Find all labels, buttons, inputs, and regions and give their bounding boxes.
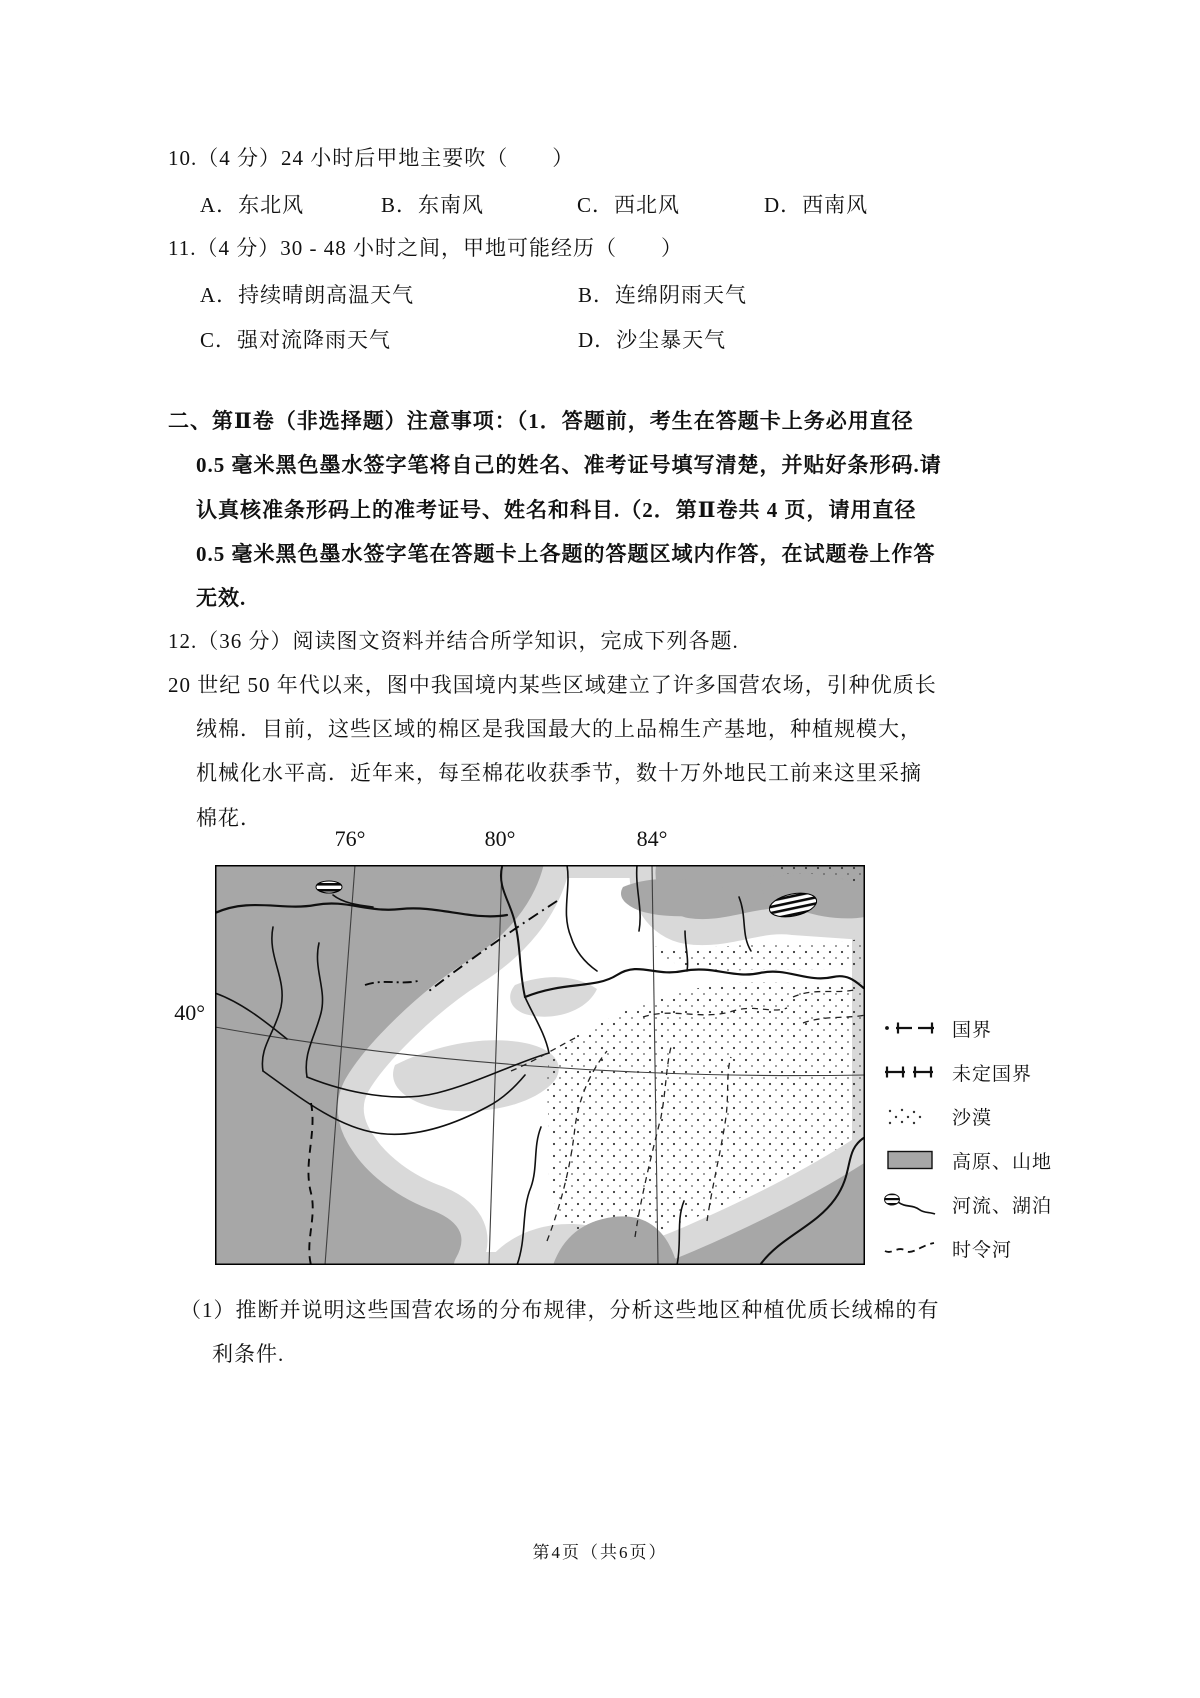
- river-lake-icon: [882, 1193, 938, 1215]
- question-11-option-a: A．持续晴朗高温天气: [200, 283, 415, 307]
- question-12-intro-line: 棉花．: [196, 806, 262, 830]
- legend-label: 时令河: [952, 1239, 1013, 1261]
- desert-icon: [882, 1105, 938, 1127]
- question-12-intro-line: 机械化水平高．近年来，每至棉花收获季节，数十万外地民工前来这里采摘: [196, 761, 922, 785]
- question-12-intro-line: 绒棉．目前，这些区域的棉区是我国最大的上品棉生产基地，种植规模大，: [196, 717, 922, 741]
- legend-item-river-lake: [882, 1182, 1132, 1226]
- question-12-intro-line: 20 世纪 50 年代以来，图中我国境内某些区域建立了许多国营农场，引种优质长: [168, 673, 937, 697]
- question-10-option-c: C．西北风: [577, 193, 681, 217]
- longitude-label-80: 80°: [484, 826, 516, 851]
- sub-question-1-line: 利条件.: [212, 1342, 285, 1366]
- legend-item-seasonal-river: [882, 1226, 1132, 1270]
- undetermined-border-icon: [882, 1061, 938, 1083]
- section2-notice-line: 0.5 毫米黑色墨水签字笔将自己的姓名、准考证号填写清楚，并贴好条形码.请: [196, 453, 942, 477]
- legend-label: 河流、湖泊: [952, 1195, 1053, 1217]
- longitude-label-76: 76°: [334, 826, 366, 851]
- legend-item-undetermined-border: [882, 1050, 1132, 1094]
- map-legend: [882, 1006, 1132, 1270]
- question-10-option-a: A．东北风: [200, 193, 305, 217]
- legend-item-national-border: [882, 1006, 1132, 1050]
- latitude-label-40: 40°: [174, 1000, 205, 1025]
- section2-notice-line: 二、第Ⅱ卷（非选择题）注意事项：（1．答题前，考生在答题卡上务必用直径: [168, 409, 914, 433]
- section2-notice-line: 无效.: [196, 586, 247, 610]
- question-11-stem: 11.（4 分）30 - 48 小时之间，甲地可能经历（ ）: [168, 236, 683, 260]
- question-12-stem: 12.（36 分）阅读图文资料并结合所学知识，完成下列各题.: [168, 629, 739, 653]
- question-11-option-d: D．沙尘暴天气: [578, 328, 727, 352]
- question-11-option-b: B．连绵阴雨天气: [578, 283, 748, 307]
- sub-question-1-line: （1）推断并说明这些国营农场的分布规律，分析这些地区种植优质长绒棉的有: [180, 1298, 940, 1322]
- question-11-option-c: C．强对流降雨天气: [200, 328, 392, 352]
- section2-notice-line: 认真核准条形码上的准考证号、姓名和科目.（2．第Ⅱ卷共 4 页，请用直径: [196, 498, 917, 522]
- page-footer: 第4页（共6页）: [532, 1543, 668, 1562]
- legend-label: 国界: [952, 1019, 993, 1041]
- section2-notice-line: 0.5 毫米黑色墨水签字笔在答题卡上各题的答题区域内作答，在试题卷上作答: [196, 542, 936, 566]
- legend-label: 沙漠: [952, 1107, 993, 1129]
- longitude-label-84: 84°: [636, 826, 668, 851]
- question-10-option-d: D．西南风: [764, 193, 869, 217]
- seasonal-river-icon: [882, 1237, 938, 1259]
- legend-item-desert: [882, 1094, 1132, 1138]
- tarim-basin-map: [215, 865, 865, 1265]
- plateau-mountain-icon: [882, 1149, 938, 1171]
- legend-label: 高原、山地: [952, 1151, 1053, 1173]
- question-10-stem: 10.（4 分）24 小时后甲地主要吹（ ）: [168, 146, 575, 170]
- national-border-icon: [882, 1017, 938, 1039]
- legend-item-plateau-mountain: [882, 1138, 1132, 1182]
- legend-label: 未定国界: [952, 1063, 1033, 1085]
- map-figure: [215, 865, 865, 1265]
- question-10-option-b: B．东南风: [381, 193, 485, 217]
